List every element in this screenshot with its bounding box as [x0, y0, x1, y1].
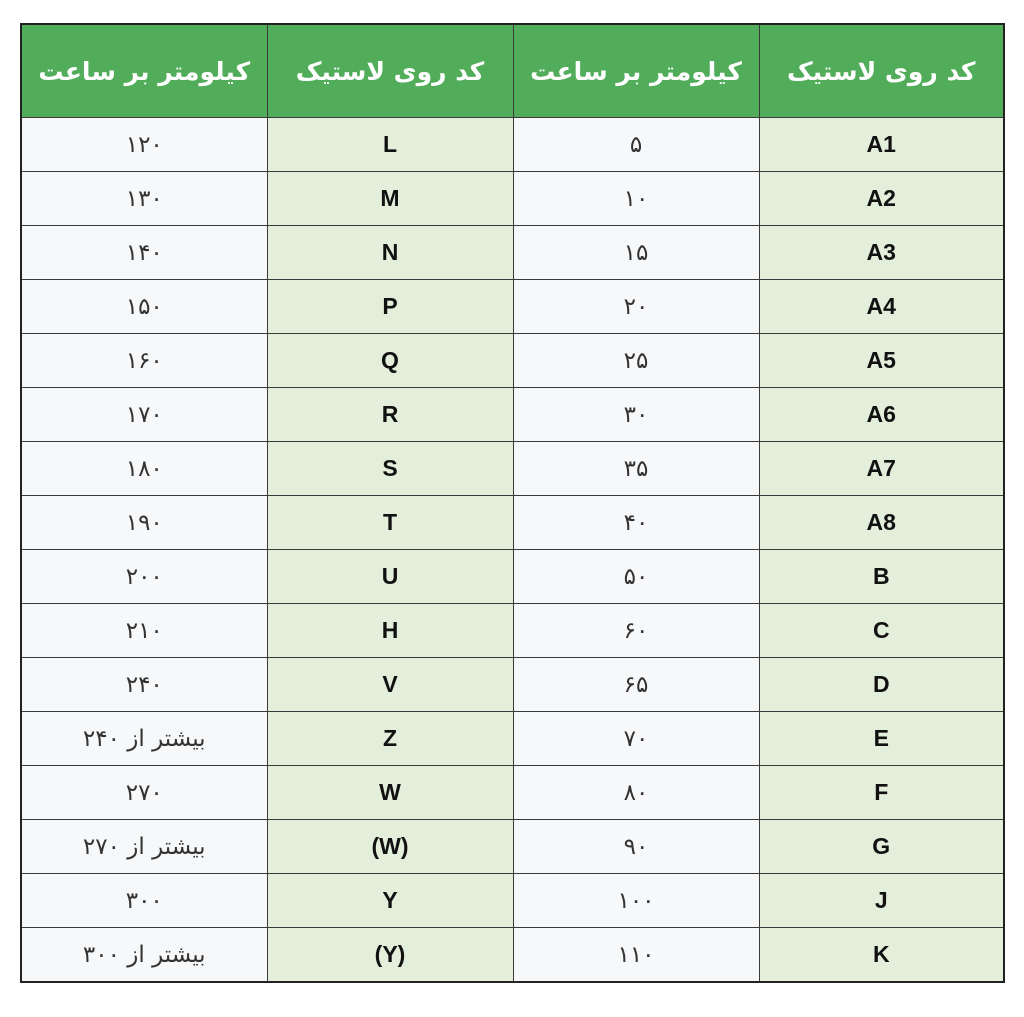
table-row [21, 226, 1004, 280]
speed-cell: ۶۵ [513, 658, 759, 712]
table-row [21, 172, 1004, 226]
tire-code-cell: H [267, 604, 513, 658]
tire-code-cell: S [267, 442, 513, 496]
speed-cell: ۹۰ [513, 820, 759, 874]
table-row [21, 388, 1004, 442]
table-row [21, 766, 1004, 820]
speed-cell: ۱۱۰ [513, 928, 759, 983]
tire-code-cell: C [759, 604, 1004, 658]
tire-code-cell: A2 [759, 172, 1004, 226]
tire-code-cell: U [267, 550, 513, 604]
tire-code-cell: G [759, 820, 1004, 874]
tire-code-cell: Z [267, 712, 513, 766]
speed-cell: ۶۰ [513, 604, 759, 658]
speed-cell: ۱۹۰ [21, 496, 267, 550]
speed-cell: ۱۴۰ [21, 226, 267, 280]
speed-cell: ۱۲۰ [21, 118, 267, 172]
speed-cell: ۱۸۰ [21, 442, 267, 496]
speed-cell: ۱۶۰ [21, 334, 267, 388]
speed-cell: بیشتر از ۳۰۰ [21, 928, 267, 983]
speed-cell: ۷۰ [513, 712, 759, 766]
header-tire-code: کد روی لاستیک [759, 24, 1004, 118]
speed-cell: ۱۳۰ [21, 172, 267, 226]
table-row [21, 712, 1004, 766]
table-row [21, 820, 1004, 874]
speed-cell: ۱۵۰ [21, 280, 267, 334]
tire-code-cell: A3 [759, 226, 1004, 280]
speed-cell: ۳۰ [513, 388, 759, 442]
tire-code-cell: F [759, 766, 1004, 820]
speed-cell: ۳۵ [513, 442, 759, 496]
table-header [21, 24, 1004, 118]
tire-code-cell: A8 [759, 496, 1004, 550]
tire-code-cell: Y [267, 874, 513, 928]
speed-cell: بیشتر از ۲۷۰ [21, 820, 267, 874]
tire-code-cell: E [759, 712, 1004, 766]
tire-code-cell: A6 [759, 388, 1004, 442]
table-row [21, 280, 1004, 334]
tire-code-cell: W [267, 766, 513, 820]
table-row [21, 550, 1004, 604]
table-row [21, 928, 1004, 983]
speed-cell: ۴۰ [513, 496, 759, 550]
tire-code-cell: J [759, 874, 1004, 928]
tire-code-cell: K [759, 928, 1004, 983]
table-row [21, 604, 1004, 658]
speed-cell: ۲۰۰ [21, 550, 267, 604]
tire-code-cell: (W) [267, 820, 513, 874]
speed-cell: ۲۵ [513, 334, 759, 388]
tire-code-cell: P [267, 280, 513, 334]
speed-cell: ۸۰ [513, 766, 759, 820]
tire-code-cell: R [267, 388, 513, 442]
tire-code-cell: N [267, 226, 513, 280]
speed-cell: ۱۵ [513, 226, 759, 280]
speed-cell: ۵ [513, 118, 759, 172]
tire-speed-rating-table [20, 23, 1005, 983]
speed-cell: بیشتر از ۲۴۰ [21, 712, 267, 766]
table-row [21, 496, 1004, 550]
speed-cell: ۲۴۰ [21, 658, 267, 712]
header-row [21, 24, 1004, 118]
speed-cell: ۱۰ [513, 172, 759, 226]
tire-code-cell: B [759, 550, 1004, 604]
table-row [21, 334, 1004, 388]
speed-cell: ۱۷۰ [21, 388, 267, 442]
tire-code-cell: A1 [759, 118, 1004, 172]
tire-code-cell: D [759, 658, 1004, 712]
tire-code-cell: V [267, 658, 513, 712]
header-speed-kmh: کیلومتر بر ساعت [513, 24, 759, 118]
tire-code-cell: T [267, 496, 513, 550]
speed-cell: ۲۰ [513, 280, 759, 334]
table-row [21, 874, 1004, 928]
tire-code-cell: (Y) [267, 928, 513, 983]
header-speed-kmh: کیلومتر بر ساعت [21, 24, 267, 118]
table-row [21, 118, 1004, 172]
table-row [21, 442, 1004, 496]
table-body [21, 118, 1004, 983]
speed-cell: ۲۱۰ [21, 604, 267, 658]
speed-cell: ۵۰ [513, 550, 759, 604]
table-row [21, 658, 1004, 712]
tire-code-cell: M [267, 172, 513, 226]
speed-cell: ۳۰۰ [21, 874, 267, 928]
tire-code-cell: A7 [759, 442, 1004, 496]
tire-code-cell: L [267, 118, 513, 172]
tire-code-cell: A5 [759, 334, 1004, 388]
tire-code-cell: A4 [759, 280, 1004, 334]
speed-cell: ۲۷۰ [21, 766, 267, 820]
speed-cell: ۱۰۰ [513, 874, 759, 928]
tire-code-cell: Q [267, 334, 513, 388]
header-tire-code: کد روی لاستیک [267, 24, 513, 118]
